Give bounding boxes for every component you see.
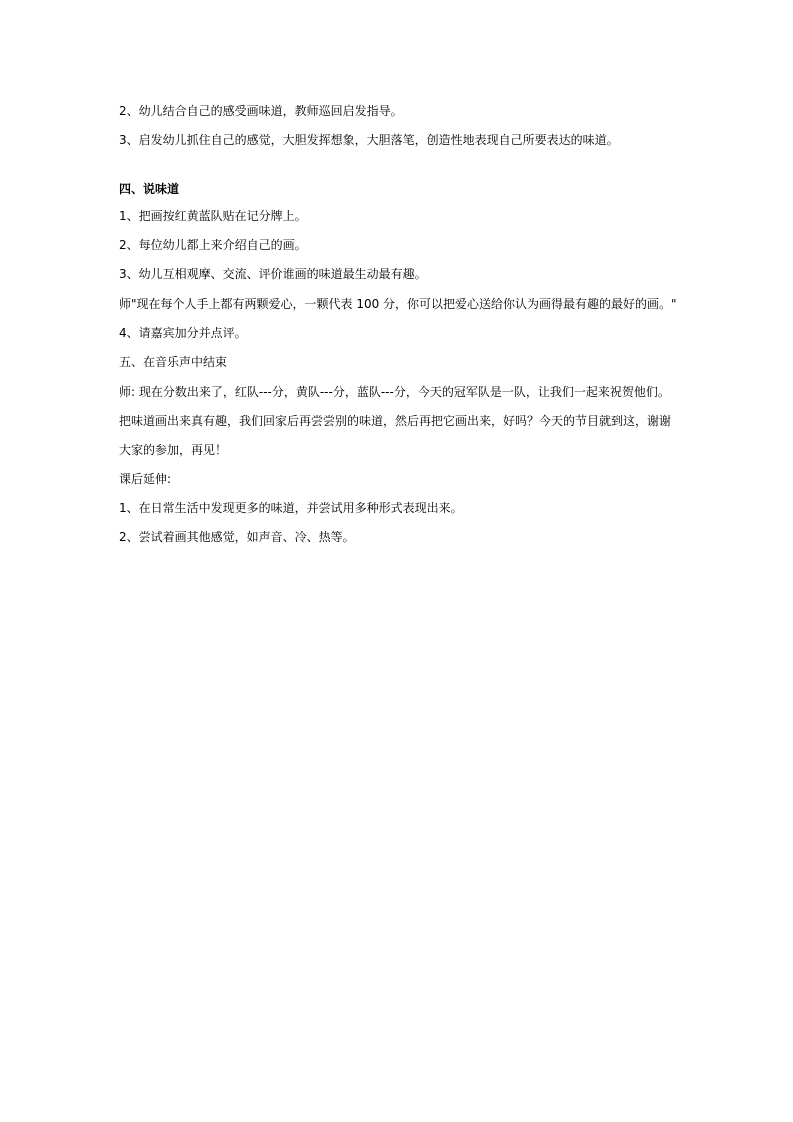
section4-item-4: 4、请嘉宾加分并点评。 bbox=[119, 326, 247, 340]
section4-item-1: 1、把画按红黄蓝队贴在记分牌上。 bbox=[119, 209, 307, 223]
extension-item-1: 1、在日常生活中发现更多的味道，并尝试用多种形式表现出来。 bbox=[119, 501, 463, 515]
teacher-closing-line-2: 把味道画出来真有趣，我们回家后再尝尝别的味道，然后再把它画出来，好吗？今天的节目就到这，谢谢 bbox=[119, 414, 672, 428]
step-2-paragraph: 2、幼儿结合自己的感受画味道，教师巡回启发指导。 bbox=[119, 104, 403, 118]
extension-item-2: 2、尝试着画其他感觉，如声音、冷、热等。 bbox=[119, 530, 355, 544]
extension-heading: 课后延伸: bbox=[119, 472, 172, 486]
teacher-closing-line-3: 大家的参加，再见！ bbox=[119, 443, 228, 457]
teacher-quote: 师"现在每个人手上都有两颗爱心，一颗代表 100 分，你可以把爱心送给你认为画得最有趣的最好的画。" bbox=[119, 297, 677, 311]
section-heading-say-taste: 四、说味道 bbox=[119, 182, 180, 196]
section4-item-3: 3、幼儿互相观摩、交流、评价谁画的味道最生动最有趣。 bbox=[119, 267, 427, 281]
section-heading-ending: 五、在音乐声中结束 bbox=[119, 355, 228, 369]
step-3-paragraph: 3、启发幼儿抓住自己的感觉，大胆发挥想象，大胆落笔，创造性地表现自己所要表达的味道。 bbox=[119, 133, 619, 147]
section4-item-2: 2、每位幼儿都上来介绍自己的画。 bbox=[119, 238, 307, 252]
teacher-closing-line-1: 师: 现在分数出来了，红队---分，黄队---分，蓝队---分，今天的冠军队是一队，让我们一起来祝贺他们。 bbox=[119, 385, 670, 399]
